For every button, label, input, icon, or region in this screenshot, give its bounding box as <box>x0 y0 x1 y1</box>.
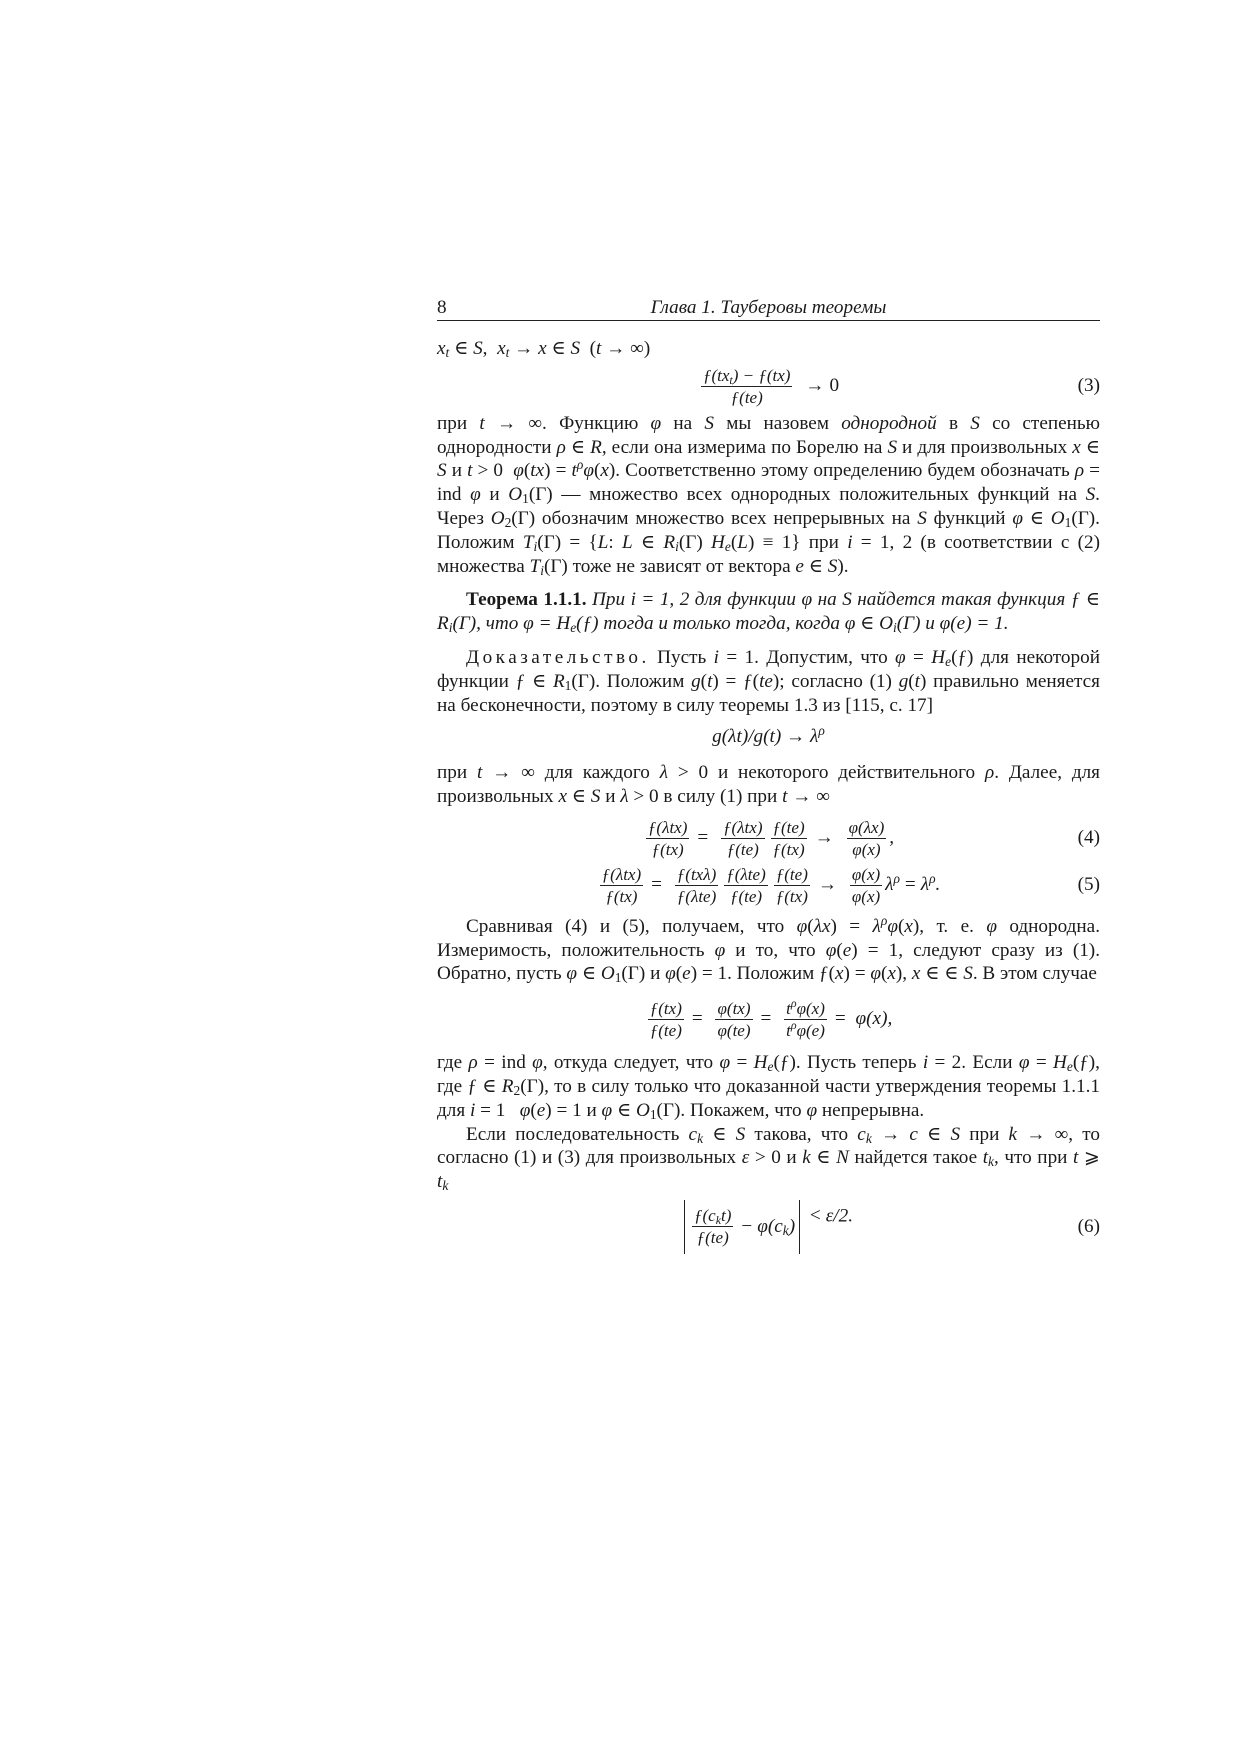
equation-4: $\frac{\text{ƒ(λtx)}}{ƒ(tx)}$ = $\frac{\text{ƒ(λtx)}}{ƒ(te)}$ $\frac{ƒ(te)}{ƒ(tx)}$ → $\frac{\varphi(\lambda x)}{\varphi(x)}$ , (4) <box>647 817 1100 859</box>
theorem-1-1-1: Теорема 1.1.1. При i = 1, 2 для функции φ на S найдется такая функция ƒ ∈ $R_i(\Gamma)$, что $\varphi = H_e(ƒ)$ тогда и только тогда, когда φ ∈ $O_i(\Gamma)$ и φ(e) = 1. <box>437 589 1101 636</box>
equation-number: (3) <box>1077 375 1100 397</box>
equation-number: (4) <box>1077 827 1100 849</box>
page-content <box>437 296 1100 1258</box>
paragraph-definition: при t → ∞. Функцию φ на S мы назовем однородной в S со степенью однородности ρ ∈ R, если она измерима по Борелю на S и для произвольных x ∈ S и t > 0 $\varphi(tx) = t^\rho\varphi(x)$. Соответственно этому определению будем обозначать ρ = ind φ и $O_1(\Gamma)$ — множество всех однородных положительных функций на S. Через $O_2(\Gamma)$ обозначим множество всех непрерывных на S функций φ ∈ $O_1(\Gamma)$. Положим $T_i(\Gamma) = \{L$: L ∈ $R_i(\Gamma) H_e(L) \equiv 1$} при i = 1, 2 (в соответствии с (2) множества $T_i(\Gamma)$ тоже не зависят от вектора e ∈ S). <box>437 412 1101 578</box>
running-title: Глава 1. Тауберовы теоремы <box>650 297 887 318</box>
paragraph-sequence: Если последовательность $c_k$ ∈ S такова, что $c_k \to c$ ∈ S при k → ∞, то согласно (1) и (3) для произвольных ε > 0 и k ∈ N найдется такое $t_k$, что при t ⩾ $t_k$ <box>437 1123 1100 1194</box>
equation-number: (6) <box>1077 1216 1100 1238</box>
equation-regular-variation: $g(\lambda t)/g(t) \to \lambda^\rho$ <box>712 723 825 748</box>
running-header <box>437 296 1100 321</box>
paragraph-proof-start: Доказательство. Пусть i = 1. Допустим, что $\varphi = H_e(ƒ)$ для некоторой функции ƒ ∈ $R_1(\Gamma)$. Положим g(t) = ƒ(te); согласно (1) g(t) правильно меняется на бесконечности, поэтому в силу теоремы 1.3 из [115, с. 17] <box>437 646 1100 716</box>
condition-line: $x_t$ ∈ S, $x_t \to x$ ∈ S (t → ∞) <box>437 338 651 360</box>
equation-homogeneous: $\frac{ƒ(tx)}{ƒ(te)}$ = $\frac{\varphi(tx)}{\varphi(te)}$ = $\frac{t^\rho\varphi(x)}{t^\rho\varphi(e)}$ = φ(x), <box>649 996 893 1041</box>
page-number: 8 <box>437 297 447 318</box>
paragraph-case-two: где ρ = ind φ, откуда следует, что $\varphi = H_e(ƒ)$. Пусть теперь i = 2. Если $\varphi = H_e(ƒ)$, где ƒ ∈ $R_2(\Gamma)$, то в силу только что доказанной части утверждения теоремы 1.1.1 для i = 1 φ(e) = 1 и φ ∈ $O_1(\Gamma)$. Покажем, что φ непрерывна. <box>437 1052 1100 1122</box>
equation-number: (5) <box>1077 874 1100 896</box>
equation-6: $\frac{ƒ(c_kt)}{ƒ(te)}$ − φ ( $c_k$ ) < ε/2. (6) <box>437 1200 1100 1254</box>
paragraph-for-lambda: при t → ∞ для каждого λ > 0 и некоторого действительного ρ. Далее, для произвольных x ∈ S и λ > 0 в силу (1) при t → ∞ <box>437 762 1101 807</box>
equation-3: $\frac{ƒ(tx_t) - ƒ(tx)}{ƒ(te)}$ → 0 (3) <box>702 365 1100 407</box>
paragraph-compare: Сравнивая (4) и (5), получаем, что $\varphi(\lambda x) = \lambda^\rho\varphi(x)$, т. е. φ однородна. Измеримость, положительность φ и то, что φ(e) = 1, следуют сразу из (1). Обратно, пусть φ ∈ $O_1(\Gamma)$ и φ(e) = 1. Положим ƒ(x) = φ(x), x ∈ ∈ S. В этом случае <box>437 912 1100 986</box>
theorem-label: Теорема 1.1.1. <box>466 589 587 611</box>
proof-label: Доказательство. <box>466 646 650 668</box>
equation-5: $\frac{\text{ƒ(λtx)}}{ƒ(tx)}$ = $\frac{\text{ƒ(txλ)}}{\text{ƒ(λte)}}$ $\frac{\text{ƒ(λte)}}{ƒ(te)}$ $\frac{ƒ(te)}{ƒ(tx)}$ → $\frac{\varphi(x)}{\varphi(x)}$ $\lambda^\rho = \lambda^\rho$. (5) <box>601 864 1100 906</box>
